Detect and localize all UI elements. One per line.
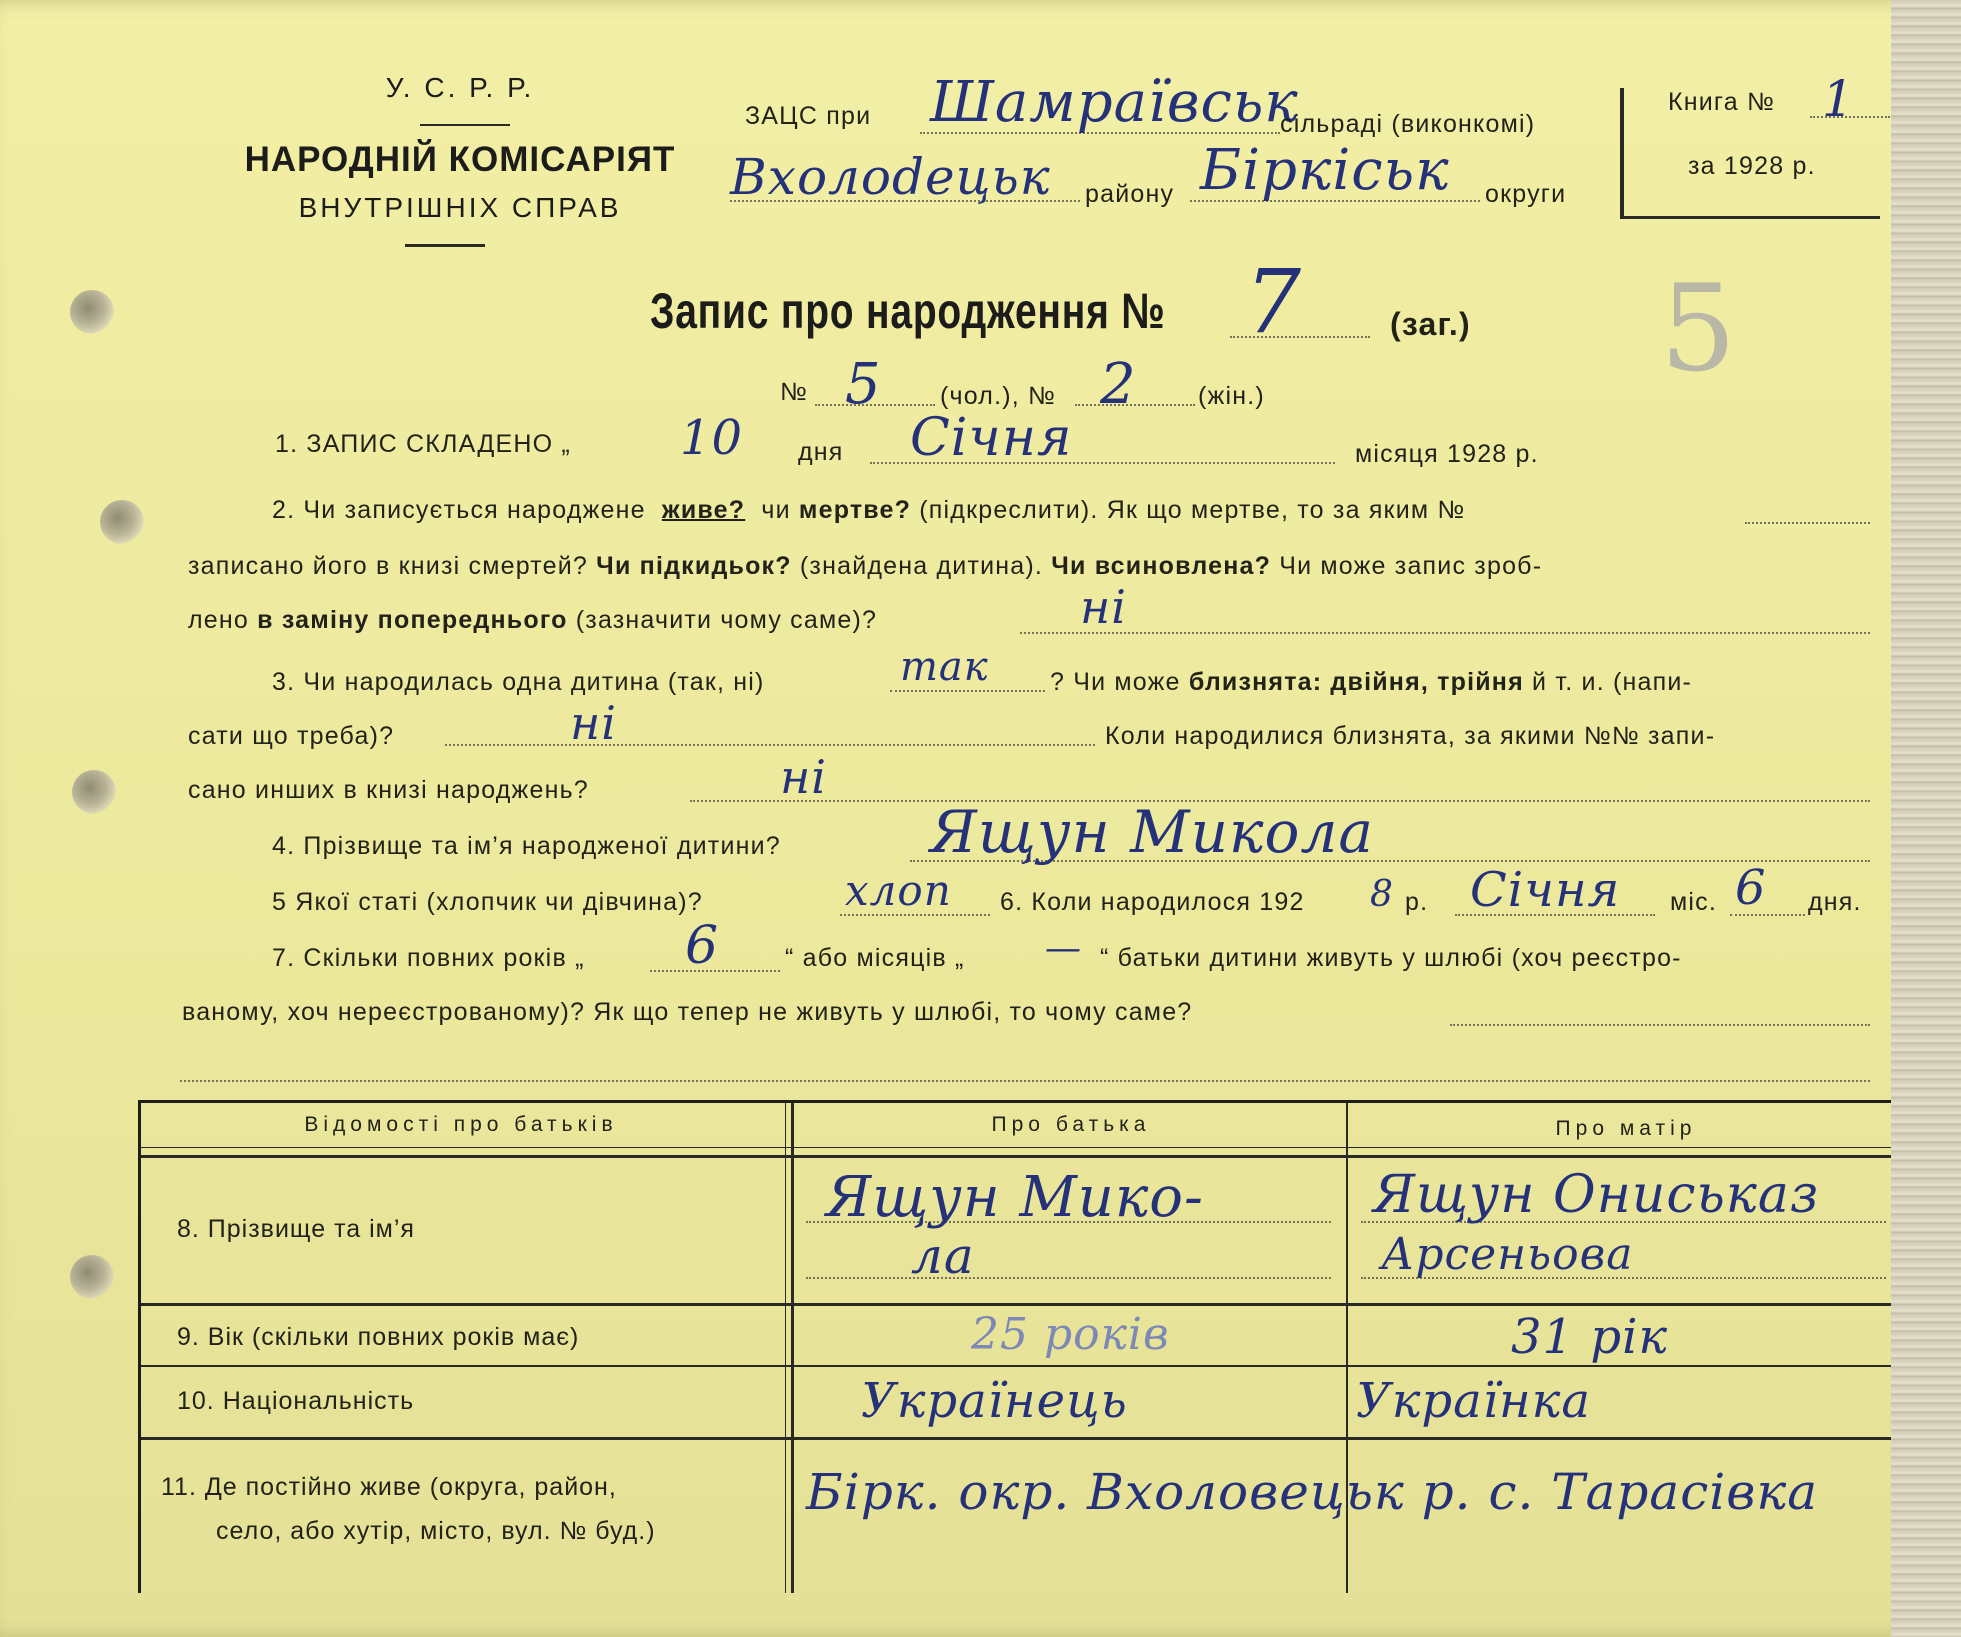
q7-label-a: 7. Скільки повних років „ [272,944,585,972]
row-name-father-line2 [806,1277,1331,1279]
q3-line2-b: Коли народилися близнята, за якими №№ запи- [1105,722,1716,750]
row-rule [141,1365,1903,1367]
village-handwritten: Шамраївськ [930,70,1299,135]
row-age-label: 9. Вік (скільки повних років має) [177,1323,580,1351]
divider [405,244,485,247]
q3-answer1-line [890,690,1045,692]
table-col-divider [791,1103,794,1593]
q7-label-b: “ або місяців „ [785,944,965,972]
father-name-cont: ла [911,1227,975,1285]
record-number: 7 [1245,250,1302,353]
table-header-father: Про батька [991,1113,1151,1136]
child-sex: хлоп [845,866,952,915]
commissariat-name: НАРОДНІЙ КОМІСАРІЯТ [244,140,676,179]
marriage-years: 6 [685,916,720,976]
q3-answer2: ні [570,696,618,750]
q2-line1-fill [1745,522,1870,524]
mother-patronymic: Арсеньова [1381,1229,1634,1280]
q2-answer-line [1020,632,1870,634]
state-name: У. С. Р. Р. [385,72,535,103]
district-label: району [1085,180,1175,208]
residence: Бірк. окр. Вхоловецьк р. с. Тарасівка [806,1463,1818,1521]
table-header-rule-thin [141,1147,1903,1148]
q2-line1: 2. Чи записується народжене живе? чи мертве? (підкреслити). Як що мертве, то за яким № [272,496,1466,524]
q2-line2: записано його в книзі смертей? Чи підкидьок? (знайдена дитина). Чи всиновлена? Чи може запис зроб- [188,552,1543,580]
table-header-mother: Про матір [1555,1117,1697,1140]
binder-hole [70,290,114,334]
child-name: Ящун Микола [930,798,1374,866]
birth-year-digit: 8 [1370,874,1394,915]
father-age: 25 років [971,1309,1170,1360]
alive-option: живе? [661,496,746,524]
row-residence-label-1: 11. Де постійно живе (округа, район, [161,1473,617,1501]
row-rule [141,1437,1903,1440]
table-header-info: Відомості про батьків [304,1113,618,1136]
q3-line1-a: 3. Чи народилась одна дитина (так, ні) [272,668,765,696]
q6-mis: міс. [1670,888,1717,916]
female-number: 2 [1100,352,1137,417]
q3-answer3: ні [780,750,828,804]
district-handwritten: Вхолоdeцьк [730,148,1051,206]
mother-age: 31 рік [1511,1309,1669,1365]
record-title: Запис про народження № [650,283,1166,339]
divider [420,124,510,126]
okrug-label: округи [1485,180,1567,208]
adopted-option: Чи всиновлена? [1051,552,1272,580]
book-number: 1 [1822,70,1855,128]
row-rule [141,1303,1903,1306]
q1-label: 1. ЗАПИС СКЛАДЕНО „ [275,430,571,458]
q3-answer1: так [900,644,989,690]
q6-label: 6. Коли народилося 192 [1000,888,1305,916]
birth-day: 6 [1735,860,1767,916]
male-label: (чол.), № [940,382,1057,410]
father-nationality: Українець [861,1373,1128,1429]
parents-table [138,1100,1906,1593]
book-box-left [1620,88,1624,218]
q1-month: Січня [910,408,1073,468]
q1-day: 10 [680,410,744,466]
mother-nationality: Українка [1356,1373,1591,1429]
mother-name: Ящун Ониськаз [1373,1165,1820,1225]
q3-line2-a: сати що треба)? [188,722,395,750]
office-prefix: ЗАЦС при [745,102,872,130]
book-label: Книга № [1668,88,1775,116]
q6-r: р. [1405,888,1429,916]
father-name: Ящун Мико- [826,1165,1204,1230]
marriage-months: — [1045,928,1082,969]
q3-line3-a: сано инших в книзі народжень? [188,776,589,804]
binder-hole [72,770,116,814]
q5-label: 5 Якої статі (хлопчик чи дівчина)? [272,888,703,916]
twins-options: близнята: двійня, трійня [1188,668,1524,696]
q7-line2-fill [1450,1024,1870,1026]
row-nationality-label: 10. Національність [177,1387,415,1415]
birth-month: Січня [1470,862,1621,918]
ministry-name: ВНУТРІШНІХ СПРАВ [298,192,622,223]
book-box-bottom [1620,216,1880,219]
q7-line3-fill [180,1080,1870,1082]
binder-hole [100,500,144,544]
dead-option: мертве? [798,496,912,524]
subnum-sign: № [780,378,809,406]
q4-label: 4. Прізвище та ім’я народженої дитини? [272,832,781,860]
book-year: за 1928 р. [1688,152,1816,180]
q1-month-label: місяця 1928 р. [1355,440,1539,468]
pencil-mark: 5 [1660,260,1737,399]
village-suffix: сільраді (виконкомі) [1280,110,1536,138]
table-header-rule [141,1155,1903,1158]
foundling-option: Чи підкидьок? [596,552,792,580]
record-suffix: (заг.) [1390,306,1471,342]
row-residence-label-2: село, або хутір, місто, вул. № буд.) [216,1517,656,1545]
table-col-divider-thin [785,1103,786,1593]
row-name-label: 8. Прізвище та ім’я [177,1215,415,1243]
q6-dnia: дня. [1808,888,1862,916]
q3-line1-rest: ? Чи може близнята: двійня, трійня й т. и. (напи- [1050,668,1693,696]
q2-answer: ні [1080,580,1128,634]
q1-day-label: дня [798,438,844,466]
q7-label-c: “ батьки дитини живуть у шлюбі (хоч реєстро- [1100,944,1682,972]
replace-option: в заміну попереднього [257,606,568,634]
page-edge [1891,0,1961,1637]
female-label: (жін.) [1198,382,1265,410]
binder-hole [70,1255,114,1299]
q2-line3: лено в заміну попереднього (зазначити чому саме)? [188,606,878,634]
male-number: 5 [845,352,882,417]
okrug-handwritten: Біркіcьк [1200,138,1450,203]
q3-answer2-line [445,744,1095,746]
q7-line2: ваному, хоч нереєстрованому)? Як що тепер не живуть у шлюбі, то чому саме? [182,998,1193,1026]
